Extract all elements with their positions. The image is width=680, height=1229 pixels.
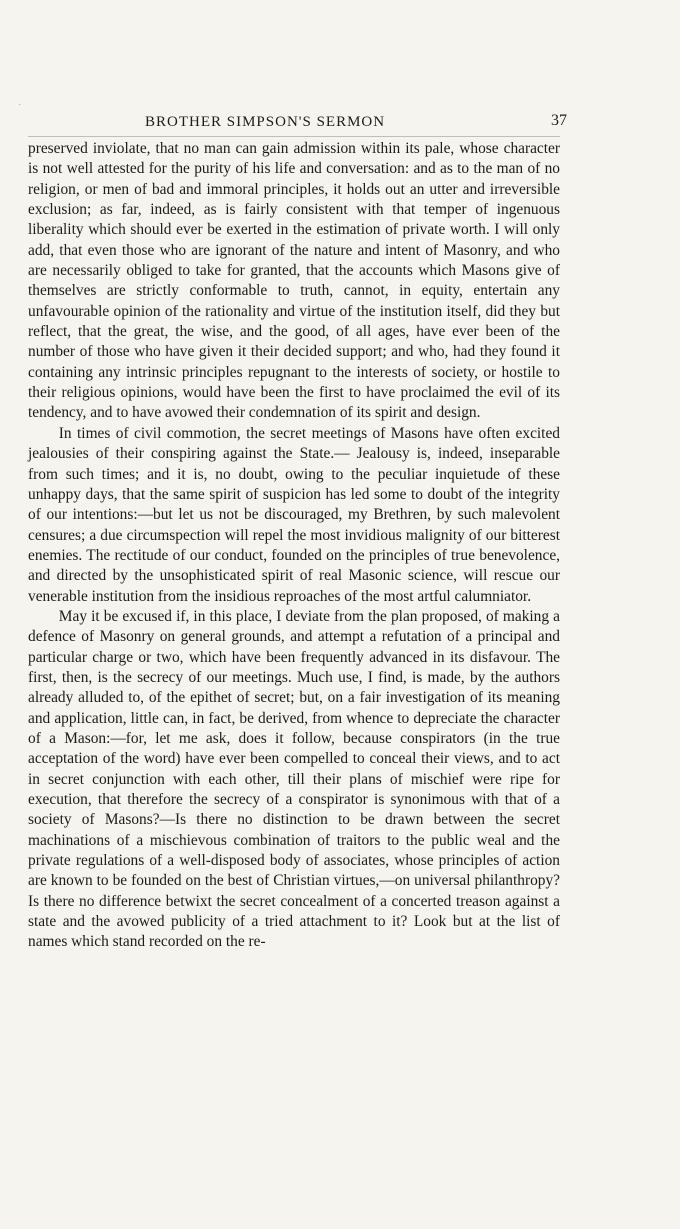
body-text (28, 139, 560, 953)
paragraph-secrecy: May it be excused if, in this place, I deviate from the plan proposed, of making a defence of Masonry on general grounds, and attempt a refutation of a principal and particular charge or two, which have been frequently advanced in its disfavour. The first, then, is the secrecy of our meetings. Much use, I find, is made, by the authors already alluded to, of the epithet of secret; but, on a fair investigation of its meaning and application, little can, in fact, be derived, from whence to depreciate the character of a Mason:—for, let me ask, does it follow, because conspirators (in the true acceptation of the word) have ever been compelled to conceal their views, and to act in secret conjunction with each other, till their plans of mischief were ripe for execution, that therefore the secrecy of a conspirator is synonimous with that of a society of Masons?—Is there no distinction to be drawn between the secret machinations of a mischievous combination of traitors to the public weal and the private regulations of a well-disposed body of associates, whose principles of action are known to be founded on the best of Christian virtues,—on universal philanthropy? Is there no difference betwixt the secret concealment of a concerted treason against a state and the avowed publicity of a tried attachment to it? Look but at the list of names which stand recorded on the re- (28, 607, 560, 951)
ink-speck: · (18, 100, 22, 111)
header-rule (28, 136, 560, 137)
paragraph-continuation: preserved inviolate, that no man can gain admission within its pale, whose character is not well attested for the purity of his life and conversation: and as to the man of no religion, or men of bad and immoral principles, it holds out an utter and irreversible exclusion; as far, indeed, as is fairly consistent with that temper of ingenuous liberality which should ever be exerted in the estimation of private worth. I will only add, that even those who are ignorant of the nature and intent of Masonry, and who are necessarily obliged to take for granted, that the accounts which Masons give of themselves are strictly conformable to truth, cannot, in equity, entertain any unfavourable opinion of the rationality and virtue of the institution itself, did they but reflect, that the great, the wise, and the good, of all ages, have ever been of the number of those who have given it their decided support; and who, had they found it containing any intrinsic principles repugnant to the interests of society, or hostile to their religious opinions, would have been the first to have proclaimed the evil of its tendency, and to have avowed their condemnation of its spirit and design. (28, 140, 560, 422)
page-number: 37 (551, 112, 567, 129)
paragraph-civil-commotion: In times of civil commotion, the secret meetings of Masons have often excited jealousies of their conspiring against the State.— Jealousy is, indeed, inseparable from such times; and it is, no doubt, owing to the peculiar inquietude of these unhappy days, that the same spirit of suspicion has led some to doubt of the integrity of our intentions:—but let us not be discouraged, my Brethren, by such malevolent censures; a due circumspection will repel the most invidious malignity of our bitterest enemies. The rectitude of our conduct, founded on the principles of true benevolence, and directed by the unsophisticated spirit of real Masonic science, will rescue our venerable institution from the insidious reproaches of the most artful calumniator. (28, 424, 560, 605)
running-head: BROTHER SIMPSON'S SERMON (145, 114, 386, 130)
